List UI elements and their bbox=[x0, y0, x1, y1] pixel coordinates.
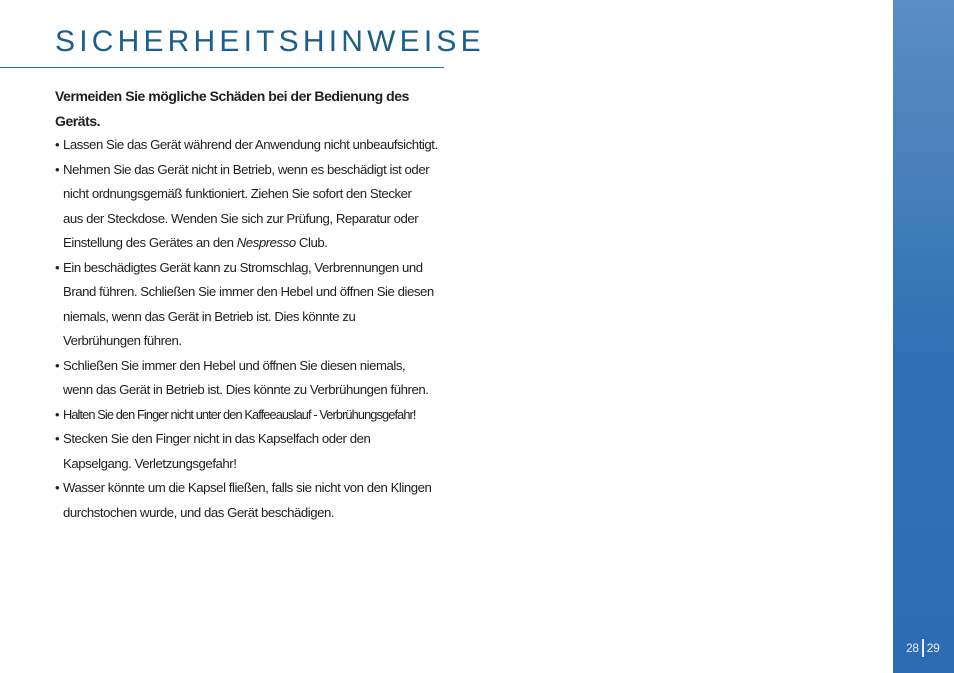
page-title: SICHERHEITSHINWEISE bbox=[55, 25, 485, 58]
blue-sidebar bbox=[893, 0, 954, 673]
bullet-dot: • bbox=[55, 259, 60, 275]
title-underline bbox=[0, 67, 444, 68]
list-item-line bbox=[63, 452, 460, 477]
list-item-line bbox=[63, 305, 460, 330]
list-item bbox=[55, 403, 460, 428]
list-item bbox=[55, 427, 460, 476]
list-item-line bbox=[63, 158, 460, 183]
list-item bbox=[55, 158, 460, 256]
list-item-line bbox=[63, 256, 460, 281]
page-numbers bbox=[906, 639, 940, 657]
line-text: Wasser könnte um die Kapsel fließen, falls sie nicht von den Klingen bbox=[63, 480, 432, 495]
line-text: Kapselgang. Verletzungsgefahr! bbox=[63, 455, 237, 471]
line-text: aus der Steckdose. Wenden Sie sich zur Prüfung, Reparatur oder bbox=[63, 210, 419, 226]
list-item-line bbox=[63, 427, 460, 452]
list-item-line bbox=[63, 378, 460, 403]
line-text: Schließen Sie immer den Hebel und öffnen Sie diesen niemals, bbox=[63, 357, 406, 373]
list-item-line bbox=[63, 231, 460, 256]
bullet-dot: • bbox=[55, 137, 60, 152]
bullet-dot: • bbox=[55, 161, 60, 177]
line-text: durchstochen wurde, und das Gerät beschädigen. bbox=[63, 504, 335, 520]
line-text: nicht ordnungsgemäß funktioniert. Ziehen Sie sofort den Stecker bbox=[63, 186, 412, 201]
line-text: niemals, wenn das Gerät in Betrieb ist. Dies könnte zu bbox=[63, 308, 356, 324]
bullet-dot: • bbox=[55, 357, 60, 373]
line-tail: Club. bbox=[295, 235, 328, 250]
list-item bbox=[55, 133, 460, 158]
line-text: Brand führen. Schließen Sie immer den Hebel und öffnen Sie diesen bbox=[63, 284, 434, 299]
line-text: Einstellung des Gerätes an den bbox=[63, 235, 234, 250]
list-item-line bbox=[63, 207, 460, 232]
bullet-dot: • bbox=[55, 406, 59, 422]
list-item-line bbox=[63, 354, 460, 379]
section-heading: Vermeiden Sie mögliche Schäden bei der Bedienung des Geräts. bbox=[55, 88, 409, 129]
left-bullet-list bbox=[55, 133, 460, 525]
line-text: Stecken Sie den Finger nicht in das Kapselfach oder den bbox=[63, 431, 371, 446]
bullet-dot: • bbox=[55, 480, 60, 495]
list-item-line bbox=[63, 133, 460, 158]
page-number-left: 28 bbox=[906, 641, 919, 655]
line-text: Ein beschädigtes Gerät kann zu Stromschlag, Verbrennungen und bbox=[63, 259, 423, 275]
list-item bbox=[55, 354, 460, 403]
page-number-right: 29 bbox=[926, 641, 940, 655]
list-item-line bbox=[63, 182, 460, 207]
list-item bbox=[55, 476, 460, 525]
line-text: Nehmen Sie das Gerät nicht in Betrieb, wenn es beschädigt ist oder bbox=[63, 161, 430, 177]
line-text: Verbrühungen führen. bbox=[63, 333, 182, 348]
line-text: wenn das Gerät in Betrieb ist. Dies könnte zu Verbrühungen führen. bbox=[63, 382, 429, 397]
brand-name: Nespresso bbox=[236, 235, 296, 250]
list-item-line bbox=[63, 329, 460, 354]
list-item-line bbox=[63, 501, 460, 526]
list-item-line bbox=[63, 403, 460, 428]
line-text: Halten Sie den Finger nicht unter den Kaffeeauslauf - Verbrühungsgefahr! bbox=[63, 406, 416, 422]
left-column bbox=[55, 84, 460, 525]
bullet-dot: • bbox=[55, 431, 60, 446]
list-item bbox=[55, 256, 460, 354]
list-item-line bbox=[63, 476, 460, 501]
line-text: Lassen Sie das Gerät während der Anwendung nicht unbeaufsichtigt. bbox=[63, 137, 438, 152]
page-number-separator bbox=[922, 639, 924, 657]
list-item-line bbox=[63, 280, 460, 305]
